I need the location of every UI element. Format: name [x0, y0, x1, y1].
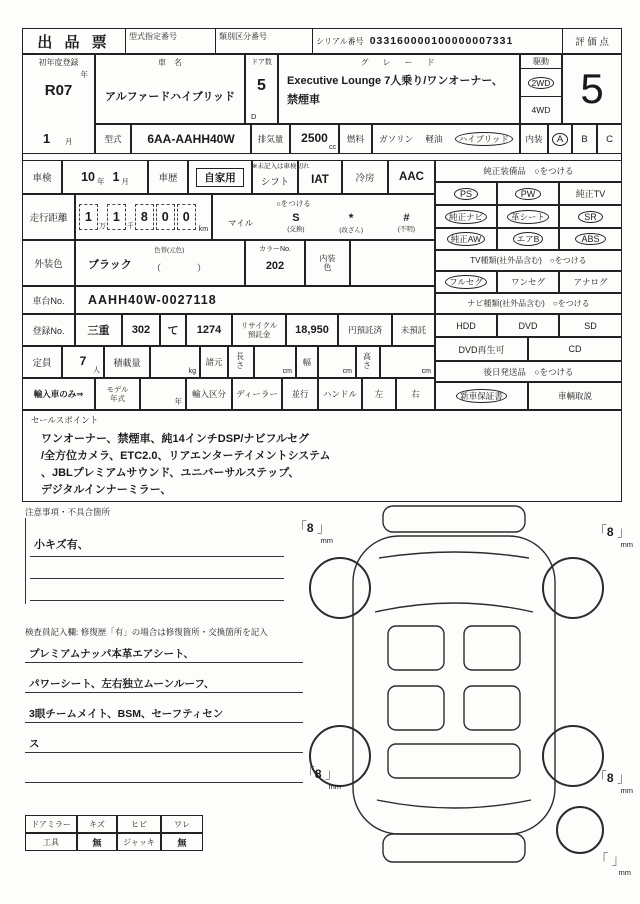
btable-jack: ジャッキ — [117, 833, 161, 851]
ac-value: AAC — [388, 160, 435, 194]
mileage-label: 走行距離 — [22, 194, 75, 240]
notes-left-rule — [25, 518, 26, 604]
notes-label: 注意事項・不具合箇所 — [25, 507, 111, 517]
front-bumper — [383, 506, 525, 532]
mileage-digit-3: 8 — [135, 204, 154, 230]
height-value-cell — [380, 346, 435, 378]
equip-pw — [497, 182, 559, 205]
chassis-no-cell — [75, 286, 435, 314]
interior-a-selected-mark: A — [552, 133, 568, 146]
interior-color-label: 内装色 — [319, 253, 336, 272]
vehicle-manual: 車輌取説 — [528, 382, 622, 410]
navi-dvd: DVD — [497, 314, 559, 337]
inspection-month: 1 — [112, 170, 120, 184]
mileage-km-unit: km — [198, 226, 209, 233]
doors-unit: D — [251, 112, 257, 121]
inspector-line-3: 3眼チームメイト、BSM、セーフティセン — [25, 706, 303, 723]
mid-right-seat — [464, 686, 520, 730]
chassis-no-label: 車台No. — [22, 286, 75, 314]
windshield-line — [375, 603, 533, 612]
tread-front-left-unit: mm — [320, 536, 333, 545]
fuel-diesel: 軽油 — [425, 134, 443, 144]
notes-rule-2 — [30, 578, 284, 579]
mileage-digits-cell — [75, 194, 212, 240]
handle-left-option: 左 — [362, 378, 396, 410]
tread-spare — [589, 849, 631, 877]
car-name-cell — [95, 54, 245, 124]
reg-no-kana: て — [160, 314, 186, 346]
displacement-label: 排気量 — [251, 124, 290, 154]
first-reg-year-value: R07 — [44, 82, 73, 99]
tv-analog: アナログ — [559, 271, 622, 293]
serial-cell — [312, 28, 563, 54]
sales-line-3: 、JBLプレミアムサウンド、ユニバーサルステップ、 — [41, 467, 300, 479]
recolor-label: 色替(元色) — [154, 247, 185, 254]
hood-line — [379, 552, 529, 558]
score-label: 評 価 点 — [562, 28, 622, 54]
tv-fullseg — [435, 271, 497, 293]
recycle-deposit-label — [232, 314, 286, 346]
model-year-value-cell — [140, 378, 186, 410]
tread-front-right-value: ｢ 8 ｣ — [600, 525, 623, 539]
tread-front-right — [591, 521, 633, 549]
sr-selected-mark: SR — [578, 211, 603, 223]
height-cm-unit: cm — [421, 368, 431, 375]
front-right-seat — [464, 626, 520, 670]
spare-wheel — [557, 807, 603, 853]
model-year-unit: 年 — [174, 397, 182, 406]
score-value: 5 — [562, 54, 622, 124]
color-no-label: カラーNo. — [259, 246, 291, 253]
model-year-label-line2: 年式 — [110, 394, 125, 403]
mileage-marks-row — [213, 211, 434, 234]
tv-oneseg: ワンセグ — [497, 271, 559, 293]
length-value-cell — [254, 346, 296, 378]
btable-tools-value: 無 — [77, 833, 117, 851]
tread-spare-unit: mm — [618, 868, 631, 877]
inspection-year-unit: 年 — [96, 176, 105, 186]
fuel-gasoline: ガソリン — [379, 134, 414, 144]
mark-asterisk-caption: (改ざん) — [339, 227, 364, 234]
equip-ps — [435, 182, 497, 205]
mid-left-seat — [388, 686, 444, 730]
inspection-value-cell — [62, 160, 148, 194]
warranty-selected-mark: 新車保証書 — [456, 389, 507, 403]
form-title: 出 品 票 — [22, 28, 126, 54]
car-body-outline — [353, 536, 555, 834]
navi-hdd: HDD — [435, 314, 497, 337]
drive-2wd-option — [521, 69, 561, 97]
mileage-sen-unit: 千 — [126, 223, 134, 230]
front-left-wheel — [310, 558, 370, 618]
drive-2wd-selected-mark: 2WD — [528, 77, 555, 89]
cd-option: CD — [528, 337, 622, 361]
rear-bench-seat — [388, 744, 520, 778]
interior-grade-label: 内装 — [520, 124, 548, 154]
car-name-label: 車 名 — [158, 58, 182, 67]
equip-leather-seat — [497, 205, 559, 228]
interior-color-cell — [305, 240, 350, 286]
drive-4wd-option: 4WD — [531, 105, 551, 115]
capacity-value: 7 — [79, 354, 87, 368]
tread-rear-right-value: ｢ 8 ｣ — [600, 771, 623, 785]
mileage-mark-unknown — [379, 211, 434, 234]
equip-sunroof — [559, 205, 622, 228]
exterior-color-cell — [75, 240, 245, 286]
load-value-cell — [150, 346, 200, 378]
mileage-mark-tampered — [324, 211, 379, 234]
sales-points-label: セールスポイント — [31, 415, 99, 425]
exterior-color-label: 外装色 — [22, 240, 75, 286]
abs-selected-mark: ABS — [575, 233, 605, 245]
interior-color-value-cell — [350, 240, 435, 286]
drive-cell — [520, 54, 562, 124]
sales-line-4: デジタルインナーミラー、 — [41, 484, 172, 496]
mark-hash-caption: (不明) — [397, 226, 416, 233]
first-reg-month-unit: 月 — [65, 137, 73, 146]
inspector-label: 検査員記入欄: 修復歴「有」の場合は修復箇所・交換箇所を記入 — [25, 627, 268, 637]
color-no-cell — [245, 240, 305, 286]
inspector-line-2: パワーシート、左右独立ムーンルーフ、 — [25, 676, 303, 693]
height-label: 高さ — [363, 352, 371, 370]
fullseg-selected-mark: フルセグ — [445, 275, 487, 289]
genuine-equipment-label: 純正装備品 ○をつける — [435, 160, 622, 182]
sales-line-1: ワンオーナー、禁煙車、純14インチDSP/ナビフルセグ — [41, 433, 310, 445]
model-year-label-cell — [95, 378, 140, 410]
mileage-man-unit: 万 — [98, 223, 106, 230]
drive-label: 駆動 — [521, 55, 561, 69]
reg-no-label: 登録No. — [22, 314, 75, 346]
btable-door-mirror: ドアミラー — [25, 815, 77, 833]
first-reg-month-value: 1 — [43, 131, 51, 146]
tread-rear-left-value: ｢ 8 ｣ — [308, 767, 331, 781]
history-label: 車歴 — [148, 160, 188, 194]
import-dealer-option: ディーラー — [232, 378, 282, 410]
load-label: 積載量 — [104, 346, 150, 378]
height-label-cell — [356, 346, 380, 378]
inspection-year: 10 — [81, 170, 95, 184]
model-year-label-line1: モデル — [106, 384, 129, 394]
front-left-seat — [388, 626, 444, 670]
inspector-line-4: ス — [25, 736, 303, 753]
front-right-wheel — [543, 558, 603, 618]
doors-label: ドア数 — [251, 59, 272, 66]
handle-right-option: 右 — [396, 378, 435, 410]
new-car-warranty — [435, 382, 528, 410]
import-parallel-option: 並行 — [282, 378, 318, 410]
recycle-amount: 18,950 — [286, 314, 338, 346]
navi-type-label: ナビ種類(社外品含む) ○をつける — [435, 293, 622, 314]
leather-selected-mark: 革シート — [507, 210, 549, 224]
reg-no-number: 1274 — [186, 314, 232, 346]
navi-selected-mark: 純正ナビ — [445, 210, 487, 224]
tread-rear-right-unit: mm — [620, 786, 633, 795]
displacement-value: 2500 — [301, 131, 328, 145]
equip-airbag — [497, 228, 559, 250]
recolor-paren: （ ） — [152, 263, 207, 273]
first-reg-year-unit: 年 — [80, 70, 88, 79]
import-only-label: 輸入車のみ⇒ — [22, 378, 95, 410]
model-code-label: 型式 — [95, 124, 131, 154]
rear-bumper — [383, 834, 525, 862]
later-shipping-label: 後日発送品 ○をつける — [435, 361, 622, 382]
model-code-value: 6AA-AAHH40W — [131, 124, 251, 154]
navi-sd: SD — [559, 314, 622, 337]
capacity-unit: 人 — [93, 367, 100, 374]
mileage-mile-option: マイル — [227, 217, 254, 228]
mark-s: S — [292, 212, 300, 224]
recycle-label-line1: リサイクル — [240, 320, 278, 330]
ps-selected-mark: PS — [454, 188, 478, 200]
notes-rule-1 — [30, 556, 284, 557]
airbag-selected-mark: エアB — [513, 232, 544, 246]
doors-cell — [245, 54, 278, 124]
fuel-hybrid-selected-mark: ハイブリッド — [455, 132, 513, 146]
rear-window-line — [377, 800, 531, 808]
serial-label: シリアル番号 — [316, 36, 364, 46]
width-value-cell — [318, 346, 356, 378]
equip-genuine-aw — [435, 228, 497, 250]
tread-front-left-value: ｢ 8 ｣ — [300, 521, 323, 535]
capacity-label: 定員 — [22, 346, 62, 378]
history-value-boxed: 自家用 — [196, 168, 244, 187]
btable-scratch: キズ — [77, 815, 117, 833]
tread-rear-right — [591, 767, 633, 795]
tread-spare-value — [602, 853, 619, 867]
tread-rear-left-unit: mm — [328, 782, 341, 791]
load-kg-unit: kg — [188, 368, 196, 375]
recycle-unpaid: 未預託 — [392, 314, 435, 346]
inspector-line-1: プレミアムナッパ本革エアシート、 — [25, 646, 303, 663]
dvd-playable: DVD再生可 — [435, 337, 528, 361]
tread-rear-left — [299, 763, 341, 791]
mileage-digit-1: 1 — [79, 204, 98, 230]
first-registration-label: 初年度登録 — [38, 58, 79, 67]
interior-grade-a — [548, 124, 572, 154]
inspector-line-5 — [25, 766, 303, 783]
mileage-marks-cell — [212, 194, 435, 240]
btable-break: ワレ — [161, 815, 203, 833]
inspection-month-unit: 月 — [121, 176, 129, 186]
grade-cell — [278, 54, 520, 124]
btable-jack-value: 無 — [161, 833, 203, 851]
btable-crack: ヒビ — [117, 815, 161, 833]
width-label: 幅 — [296, 346, 318, 378]
car-name-value: アルファードハイブリッド — [105, 90, 235, 103]
ac-label: 冷房 — [342, 160, 388, 194]
serial-number: 033160000100000007331 — [369, 35, 514, 47]
length-label: 長さ — [236, 352, 244, 370]
shift-label: シフト — [252, 160, 298, 194]
pw-selected-mark: PW — [515, 188, 542, 200]
recycle-paid: 円預託済 — [338, 314, 392, 346]
grade-value: Executive Lounge 7人乗り/ワンオーナー、禁煙車 — [287, 75, 503, 106]
tread-front-right-unit: mm — [620, 540, 633, 549]
tv-type-label: TV種類(社外品含む) ○をつける — [435, 250, 622, 271]
inspection-label: 車検 — [22, 160, 62, 194]
handle-label: ハンドル — [318, 378, 362, 410]
length-cm-unit: cm — [282, 368, 292, 375]
color-no-value: 202 — [265, 260, 285, 272]
exterior-color-value: ブラック — [88, 259, 132, 271]
sales-points-cell — [22, 410, 622, 502]
length-label-cell — [228, 346, 254, 378]
car-top-view-diagram — [293, 500, 638, 900]
reg-no-class: 302 — [122, 314, 160, 346]
first-registration-cell — [22, 54, 95, 154]
doors-value: 5 — [257, 77, 266, 94]
history-value-cell — [188, 160, 252, 194]
interior-grade-c: C — [597, 124, 622, 154]
model-designation-label: 型式指定番号 — [129, 32, 177, 41]
displacement-unit: cc — [329, 144, 336, 151]
mileage-digit-4: 0 — [156, 204, 175, 230]
mileage-circle-note: ○をつける — [276, 199, 311, 208]
grade-label: グ レ ー ド — [360, 58, 438, 67]
mileage-digit-5: 0 — [177, 204, 196, 230]
mileage-mark-exchange — [268, 211, 323, 234]
reg-no-area: 三重 — [75, 314, 122, 346]
classification-cell — [215, 28, 313, 54]
mark-asterisk: * — [348, 211, 354, 225]
sales-line-2: /全方位カメラ、ETC2.0、リアエンターテイメントシステム — [41, 450, 331, 462]
mileage-digit-2: 1 — [107, 204, 126, 230]
mark-hash: # — [403, 212, 410, 224]
classification-label: 類別区分番号 — [219, 32, 267, 41]
aw-selected-mark: 純正AW — [447, 232, 485, 246]
model-designation-cell — [125, 28, 216, 54]
chassis-no-value: AAHH40W-0027118 — [88, 293, 217, 307]
fuel-label: 燃料 — [339, 124, 372, 154]
equip-genuine-tv: 純正TV — [559, 182, 622, 205]
notes-rule-3 — [30, 600, 284, 601]
import-class-label: 輸入区分 — [186, 378, 232, 410]
equip-genuine-navi — [435, 205, 497, 228]
equip-abs — [559, 228, 622, 250]
tread-front-left — [291, 517, 333, 545]
capacity-cell — [62, 346, 104, 378]
width-cm-unit: cm — [342, 368, 352, 375]
interior-grade-b: B — [572, 124, 597, 154]
recycle-label-line2: 預託金 — [247, 330, 271, 339]
displacement-cell — [290, 124, 339, 154]
notes-line-1: 小キズ有、 — [34, 539, 89, 551]
shift-value: IAT — [298, 160, 342, 194]
blank-note: ※未記入は車検切れ — [252, 163, 310, 170]
spec-label: 諸元 — [200, 346, 228, 378]
mark-s-caption: (交換) — [287, 226, 305, 233]
btable-tools: 工具 — [25, 833, 77, 851]
fuel-options-cell — [372, 124, 520, 154]
